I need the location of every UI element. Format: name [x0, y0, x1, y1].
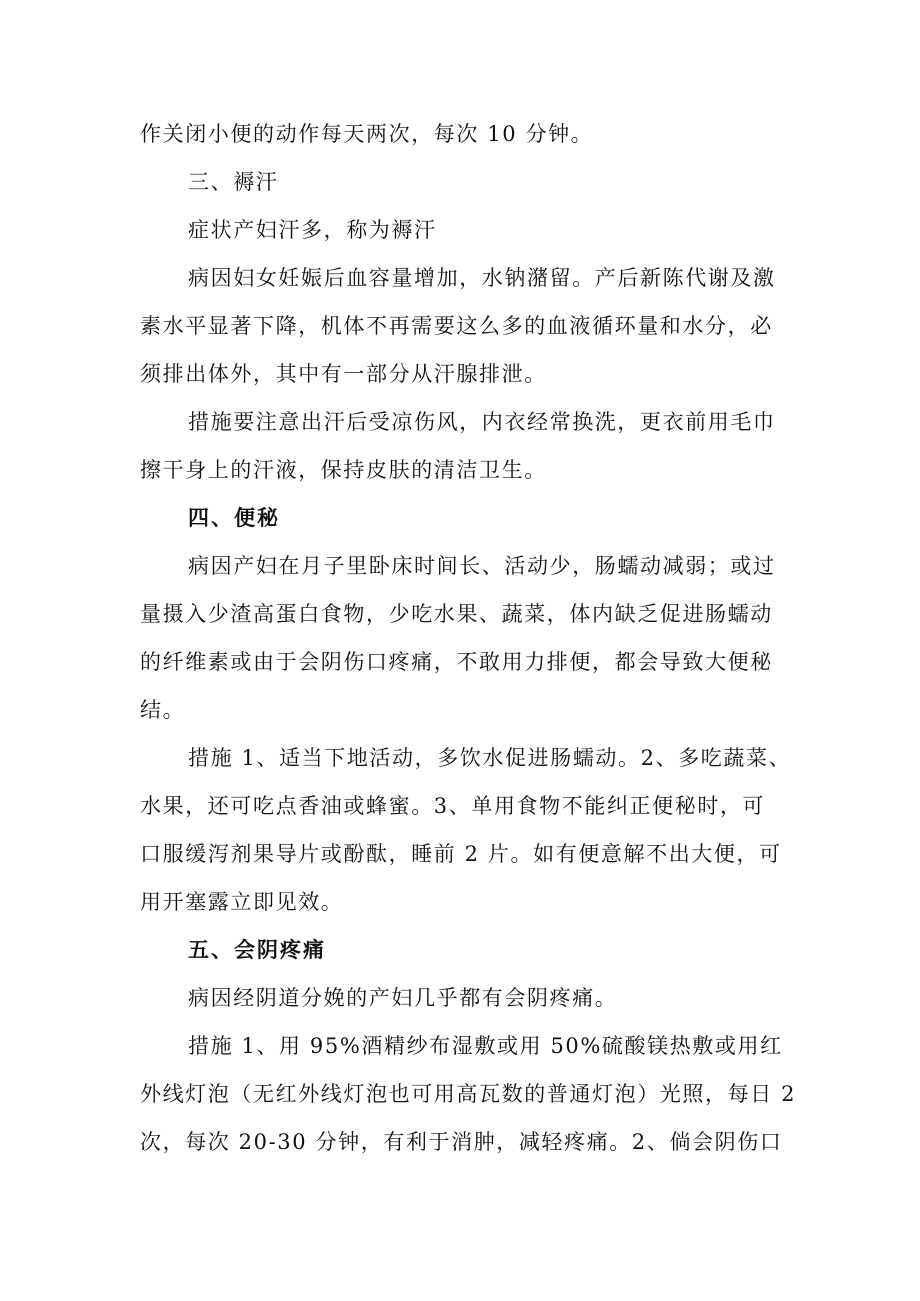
section-heading: 三、褥汗 — [188, 170, 279, 194]
text-line: 措施 1、适当下地活动，多饮水促进肠蠕动。2、多吃蔬菜、 — [188, 746, 792, 770]
text-line: 措施要注意出汗后受凉伤风，内衣经常换洗，更衣前用毛巾 — [188, 410, 776, 434]
text-line: 水果，还可吃点香油或蜂蜜。3、单用食物不能纠正便秘时，可 — [140, 794, 766, 818]
text-line: 的纤维素或由于会阴伤口疼痛，不敢用力排便，都会导致大便秘 — [140, 650, 773, 674]
text-line: 症状产妇汗多，称为褥汗 — [188, 218, 437, 242]
text-line: 病因妇女妊娠后血容量增加，水钠潴留。产后新陈代谢及激 — [188, 266, 776, 290]
text-line: 擦干身上的汗液，保持皮肤的清洁卫生。 — [140, 458, 547, 482]
text-line: 病因产妇在月子里卧床时间长、活动少，肠蠕动减弱；或过 — [188, 554, 776, 578]
text-line: 结。 — [140, 698, 186, 722]
text-line: 须排出体外，其中有一部分从汗腺排泄。 — [140, 362, 547, 386]
text-line: 次，每次 20-30 分钟，有利于消肿，减轻疼痛。2、倘会阴伤口 — [140, 1130, 783, 1154]
text-line: 措施 1、用 95%酒精纱布湿敷或用 50%硫酸镁热敷或用红 — [188, 1034, 783, 1058]
text-line: 量摄入少渣高蛋白食物，少吃水果、蔬菜，体内缺乏促进肠蠕动 — [140, 602, 773, 626]
text-line: 用开塞露立即见效。 — [140, 890, 344, 914]
section-heading: 四、便秘 — [188, 506, 280, 530]
text-line: 病因经阴道分娩的产妇几乎都有会阴疼痛。 — [188, 986, 618, 1010]
text-line: 口服缓泻剂果导片或酚酞，睡前 2 片。如有便意解不出大便，可 — [140, 842, 782, 866]
text-line: 作关闭小便的动作每天两次，每次 10 分钟。 — [140, 122, 594, 146]
section-heading: 五、会阴疼痛 — [188, 938, 326, 962]
text-line: 素水平显著下降，机体不再需要这么多的血液循环量和水分，必 — [140, 314, 773, 338]
text-line: 外线灯泡（无红外线灯泡也可用高瓦数的普通灯泡）光照，每日 2 — [140, 1082, 797, 1106]
